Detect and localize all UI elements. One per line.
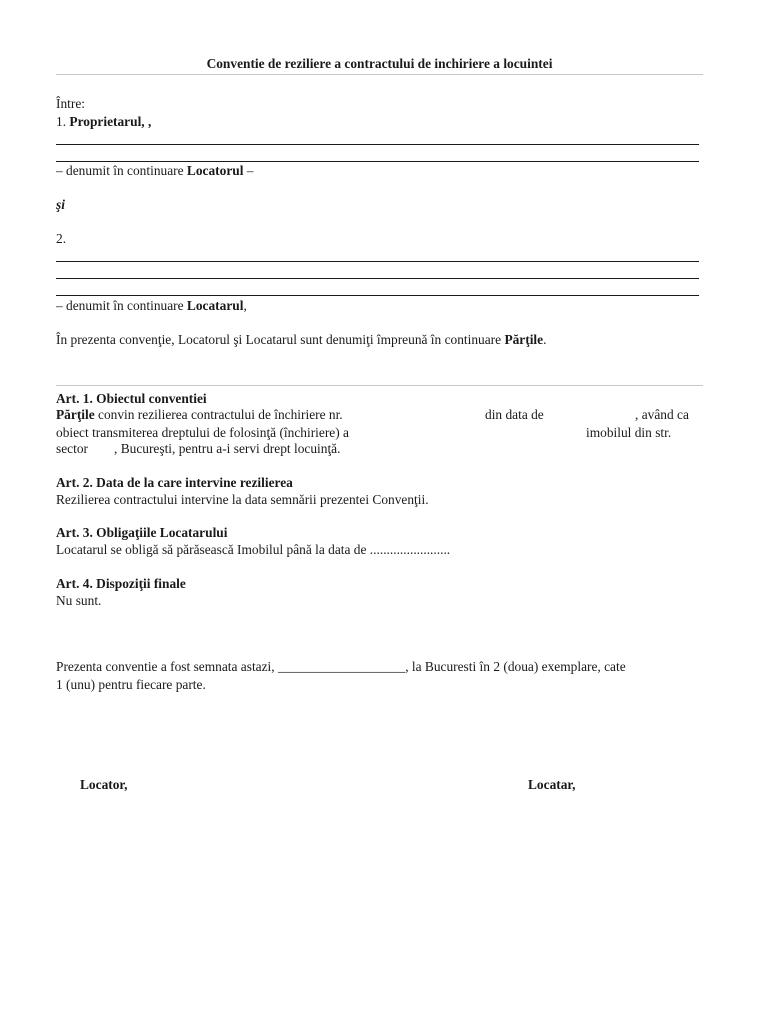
art1-heading: Art. 1. Obiectul conventiei [56,391,207,406]
document-title: Conventie de reziliere a contractului de inchiriere a locuintei [206,56,553,71]
locator-prefix: – denumit în continuare [56,163,187,178]
signature-locatar: Locatar, [528,777,576,792]
art1-parties-word: Părţile [56,407,95,422]
blank-line [56,295,699,296]
art1-line3-text: , Bucureşti, pentru a-i servi drept locuinţă. [114,441,341,456]
locator-suffix: – [243,163,254,178]
party2-number: 2. [56,231,67,246]
blank-line [56,144,699,145]
party1-number: 1. [56,114,70,129]
party1-label: Proprietarul, , [69,114,152,129]
art1-line1-date-label: din data de [485,407,544,422]
art4-heading: Art. 4. Dispoziţii finale [56,576,186,591]
party1-line [56,114,151,130]
blank-line [56,261,699,262]
parties-sentence [56,332,546,348]
art3-heading: Art. 3. Obligaţiile Locatarului [56,525,228,540]
blank-line [56,278,699,279]
closing-text-a: Prezenta conventie a fost semnata astazi, [56,659,278,674]
parties-sentence-prefix: În prezenta convenţie, Locatorul şi Locatarul sunt denumiţi împreună în continuare [56,332,505,347]
closing-date-blank: ___________________ [277,659,406,674]
art2-text: Rezilierea contractului intervine la data semnării prezentei Convenţii. [56,492,429,507]
title-divider [56,74,703,75]
closing-line2: 1 (unu) pentru fiecare parte. [56,677,206,692]
locatar-suffix: , [243,298,247,313]
closing-line1 [56,659,626,675]
art4-text: Nu sunt. [56,593,102,608]
art1-line2-end: imobilul din str. [586,425,672,440]
art1-line3-sector: sector [56,441,88,456]
art1-line1-text: convin rezilierea contractului de închiriere nr. [94,407,343,422]
signature-locator: Locator, [80,777,128,792]
section-divider [56,385,703,386]
art1-line1-start [56,407,343,423]
closing-text-b: , la Bucuresti în 2 (doua) exemplare, cate [405,659,626,674]
parties-sentence-suffix: . [543,332,547,347]
locatar-prefix: – denumit în continuare [56,298,187,313]
locator-designation [56,163,253,179]
si-conjunction: şi [56,197,65,212]
parties-word: Părţile [504,332,544,347]
intre-label: Între: [56,96,85,111]
art2-heading: Art. 2. Data de la care intervine rezilierea [56,475,293,490]
locatar-name: Locatarul [186,298,244,313]
art1-line2-start: obiect transmiterea dreptului de folosinţă (închiriere) a [56,425,349,440]
locator-name: Locatorul [186,163,244,178]
locatar-designation [56,298,247,314]
art1-line1-end: , având ca [635,407,689,422]
blank-line [56,161,699,162]
art3-text: Locatarul se obligă să părăsească Imobilul până la data de ........................ [56,542,451,557]
